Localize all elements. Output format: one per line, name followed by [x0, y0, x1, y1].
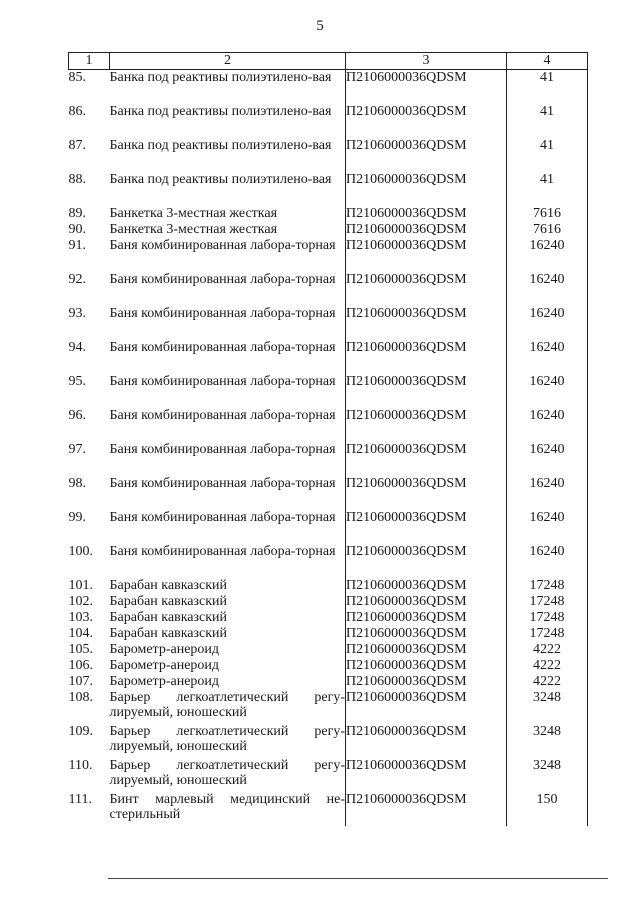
item-code: П2106000036QDSM: [346, 690, 507, 724]
row-number: 100.: [68, 544, 93, 559]
item-name: Барабан кавказский: [109, 626, 228, 641]
item-quantity: 3248: [507, 724, 588, 758]
table-row: [69, 476, 588, 510]
table-row: [69, 578, 588, 594]
item-name: Баня комбинированная лабора-торная: [109, 306, 336, 321]
row-number: 97.: [68, 442, 86, 457]
item-name: Баня комбинированная лабора-торная: [109, 340, 336, 355]
item-code: П2106000036QDSM: [346, 340, 507, 374]
item-code: П2106000036QDSM: [346, 544, 507, 578]
item-code: П2106000036QDSM: [346, 724, 507, 758]
table-row: [69, 674, 588, 690]
table-row: [69, 206, 588, 222]
item-name: Баня комбинированная лабора-торная: [109, 272, 336, 287]
item-name: Барьер легкоатлетический регу-лируемый, юношеский: [109, 758, 345, 788]
item-quantity: 7616: [507, 206, 588, 222]
item-name: Барабан кавказский: [109, 594, 228, 609]
table-row: [69, 690, 588, 724]
table-row: [69, 138, 588, 172]
table-row: [69, 272, 588, 306]
item-name: Баня комбинированная лабора-торная: [109, 442, 336, 457]
item-name: Барьер легкоатлетический регу-лируемый, юношеский: [109, 724, 345, 754]
item-name: Банка под реактивы полиэтилено-вая: [109, 104, 332, 119]
item-quantity: 3248: [507, 758, 588, 792]
item-quantity: 4222: [507, 674, 588, 690]
table-row: [69, 758, 588, 792]
row-number: 87.: [68, 138, 86, 153]
row-number: 104.: [68, 626, 93, 641]
item-code: П2106000036QDSM: [346, 792, 507, 826]
row-number: 98.: [68, 476, 86, 491]
item-quantity: 16240: [507, 408, 588, 442]
item-quantity: 16240: [507, 272, 588, 306]
table-row: [69, 408, 588, 442]
item-code: П2106000036QDSM: [346, 626, 507, 642]
item-code: П2106000036QDSM: [346, 104, 507, 138]
table-row: [69, 626, 588, 642]
row-number: 108.: [68, 690, 93, 705]
item-name: Барьер легкоатлетический регу-лируемый, юношеский: [109, 690, 345, 720]
table-row: [69, 724, 588, 758]
item-quantity: 41: [507, 172, 588, 206]
item-code: П2106000036QDSM: [346, 758, 507, 792]
table-row: [69, 222, 588, 238]
item-name: Барабан кавказский: [109, 578, 228, 593]
item-name: Банка под реактивы полиэтилено-вая: [109, 138, 332, 153]
item-code: П2106000036QDSM: [346, 408, 507, 442]
item-code: П2106000036QDSM: [346, 272, 507, 306]
table-row: [69, 544, 588, 578]
row-number: 95.: [68, 374, 86, 389]
item-code: П2106000036QDSM: [346, 374, 507, 408]
column-header-quantity: 4: [507, 53, 588, 70]
row-number: 94.: [68, 340, 86, 355]
item-code: П2106000036QDSM: [346, 306, 507, 340]
item-quantity: 41: [507, 104, 588, 138]
row-number: 111.: [68, 792, 92, 807]
row-number: 101.: [68, 578, 93, 593]
table-row: [69, 610, 588, 626]
table-header-row: [69, 53, 588, 70]
item-quantity: 150: [507, 792, 588, 826]
row-number: 102.: [68, 594, 93, 609]
table-row: [69, 70, 588, 105]
table-body: [69, 70, 588, 827]
item-quantity: 3248: [507, 690, 588, 724]
item-name: Банкетка 3-местная жесткая: [109, 206, 278, 221]
table-row: [69, 374, 588, 408]
table-row: [69, 238, 588, 272]
table-row: [69, 442, 588, 476]
row-number: 96.: [68, 408, 86, 423]
item-name: Баня комбинированная лабора-торная: [109, 374, 336, 389]
item-code: П2106000036QDSM: [346, 70, 507, 105]
item-name: Баня комбинированная лабора-торная: [109, 510, 336, 525]
page-number: 5: [316, 18, 324, 34]
item-code: П2106000036QDSM: [346, 172, 507, 206]
table-row: [69, 792, 588, 826]
row-number: 105.: [68, 642, 93, 657]
item-code: П2106000036QDSM: [346, 138, 507, 172]
item-quantity: 16240: [507, 238, 588, 272]
item-quantity: 16240: [507, 476, 588, 510]
item-code: П2106000036QDSM: [346, 476, 507, 510]
row-number: 99.: [68, 510, 86, 525]
row-number: 93.: [68, 306, 86, 321]
item-name: Баня комбинированная лабора-торная: [109, 238, 336, 253]
item-name: Барабан кавказский: [109, 610, 228, 625]
item-quantity: 16240: [507, 510, 588, 544]
item-name: Барометр-анероид: [109, 674, 220, 689]
item-code: П2106000036QDSM: [346, 222, 507, 238]
bottom-rule: [108, 878, 608, 879]
item-name: Банка под реактивы полиэтилено-вая: [109, 70, 332, 85]
item-code: П2106000036QDSM: [346, 642, 507, 658]
item-quantity: 17248: [507, 626, 588, 642]
item-quantity: 17248: [507, 578, 588, 594]
item-name: Банкетка 3-местная жесткая: [109, 222, 278, 237]
item-quantity: 16240: [507, 374, 588, 408]
item-name: Барометр-анероид: [109, 642, 220, 657]
item-quantity: 4222: [507, 642, 588, 658]
row-number: 91.: [68, 238, 86, 253]
item-quantity: 16240: [507, 340, 588, 374]
row-number: 106.: [68, 658, 93, 673]
row-number: 85.: [68, 70, 86, 85]
item-name: Бинт марлевый медицинский не-стерильный: [109, 792, 345, 822]
row-number: 90.: [68, 222, 86, 237]
column-header-number: 1: [69, 53, 110, 70]
item-quantity: 4222: [507, 658, 588, 674]
item-name: Баня комбинированная лабора-торная: [109, 544, 336, 559]
item-code: П2106000036QDSM: [346, 610, 507, 626]
item-code: П2106000036QDSM: [346, 658, 507, 674]
table-row: [69, 340, 588, 374]
column-header-name: 2: [110, 53, 346, 70]
column-header-code: 3: [346, 53, 507, 70]
item-code: П2106000036QDSM: [346, 510, 507, 544]
item-name: Барометр-анероид: [109, 658, 220, 673]
row-number: 86.: [68, 104, 86, 119]
item-quantity: 17248: [507, 594, 588, 610]
item-code: П2106000036QDSM: [346, 674, 507, 690]
item-quantity: 17248: [507, 610, 588, 626]
row-number: 110.: [68, 758, 93, 773]
item-quantity: 16240: [507, 544, 588, 578]
item-code: П2106000036QDSM: [346, 442, 507, 476]
item-name: Баня комбинированная лабора-торная: [109, 476, 336, 491]
row-number: 109.: [68, 724, 93, 739]
item-name: Баня комбинированная лабора-торная: [109, 408, 336, 423]
table-row: [69, 642, 588, 658]
row-number: 88.: [68, 172, 86, 187]
item-name: Банка под реактивы полиэтилено-вая: [109, 172, 332, 187]
item-quantity: 41: [507, 138, 588, 172]
row-number: 103.: [68, 610, 93, 625]
item-code: П2106000036QDSM: [346, 206, 507, 222]
item-quantity: 7616: [507, 222, 588, 238]
item-code: П2106000036QDSM: [346, 578, 507, 594]
item-quantity: 41: [507, 70, 588, 105]
table-row: [69, 594, 588, 610]
items-table: [68, 52, 588, 826]
table-row: [69, 658, 588, 674]
row-number: 89.: [68, 206, 86, 221]
table-row: [69, 172, 588, 206]
row-number: 92.: [68, 272, 86, 287]
table-row: [69, 104, 588, 138]
item-code: П2106000036QDSM: [346, 594, 507, 610]
item-code: П2106000036QDSM: [346, 238, 507, 272]
table-row: [69, 306, 588, 340]
row-number: 107.: [68, 674, 93, 689]
table-row: [69, 510, 588, 544]
item-quantity: 16240: [507, 306, 588, 340]
item-quantity: 16240: [507, 442, 588, 476]
